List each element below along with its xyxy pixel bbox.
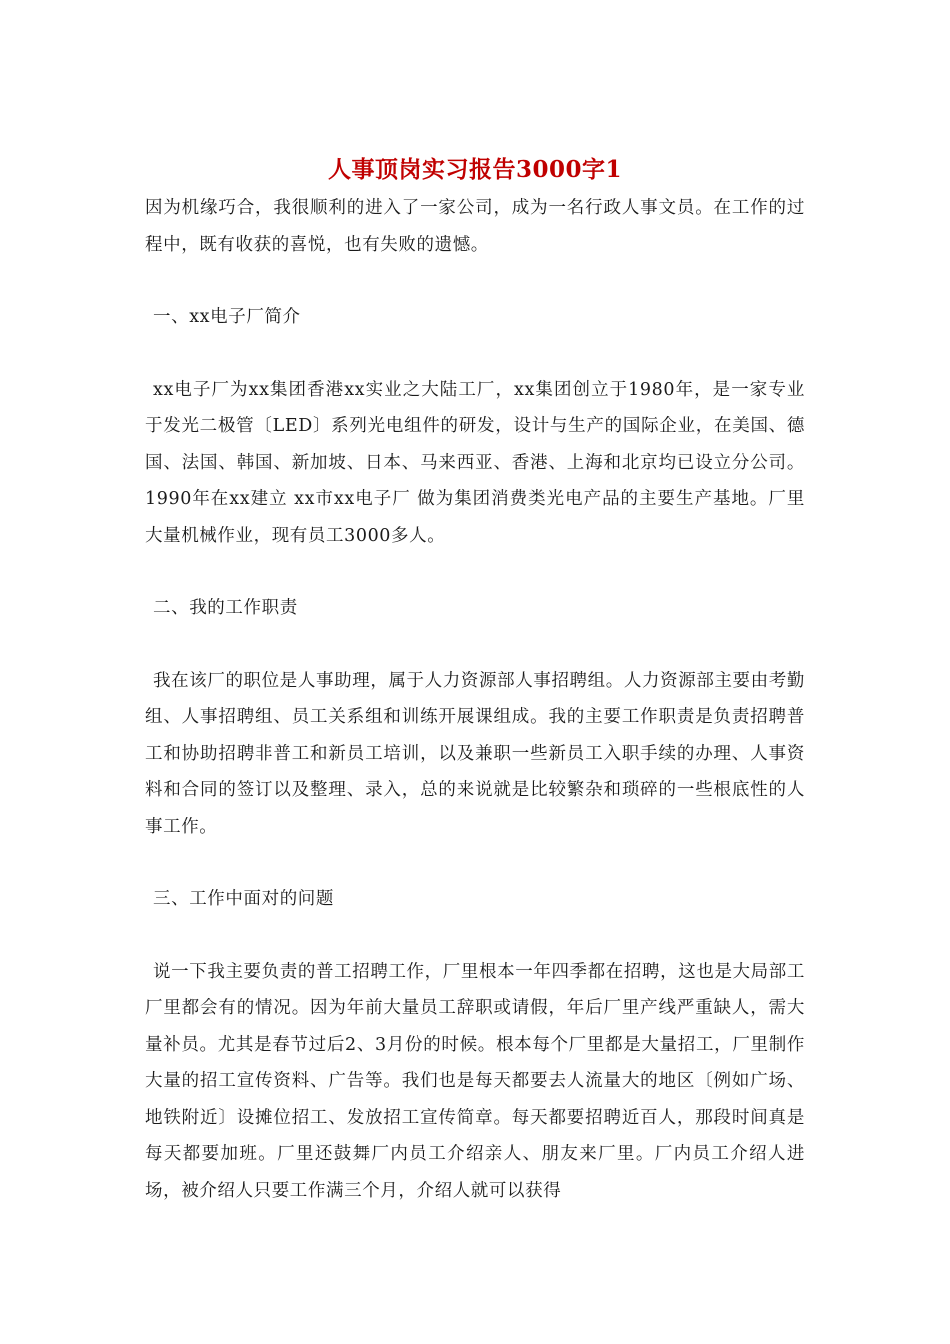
spacer <box>145 627 805 663</box>
section-body-1: xx电子厂为xx集团香港xx实业之大陆工厂，xx集团创立于1980年，是一家专业于发光二极管〔LED〕系列光电组件的研发，设计与生产的国际企业，在美国、德国、法国、韩国、新加坡、日本、马来西亚、香港、上海和北京均已设立分公司。1990年在xx建立 xx市xx电子厂 做为集团消费类光电产品的主要生产基地。厂里大量机械作业，现有员工3000多人。 <box>145 379 805 546</box>
document-title: 人事顶岗实习报告3000字1 <box>327 156 623 183</box>
section-heading-1: 一、xx电子厂简介 <box>153 307 301 327</box>
document-page <box>145 150 805 1209</box>
section-heading-3: 三、工作中面对的问题 <box>153 889 334 909</box>
spacer <box>145 845 805 881</box>
section-body-2: 我在该厂的职位是人事助理，属于人力资源部人事招聘组。人力资源部主要由考勤组、人事招聘组、员工关系组和训练开展课组成。我的主要工作职责是负责招聘普工和协助招聘非普工和新员工培训，以及兼职一些新员工入职手续的办理、人事资料和合同的签订以及整理、录入，总的来说就是比较繁杂和琐碎的一些根底性的人事工作。 <box>145 670 805 837</box>
spacer <box>145 263 805 299</box>
spacer <box>145 336 805 372</box>
spacer <box>145 554 805 590</box>
intro-paragraph: 因为机缘巧合，我很顺利的进入了一家公司，成为一名行政人事文员。在工作的过程中，既有收获的喜悦，也有失败的遗憾。 <box>145 198 805 255</box>
section-body-3: 说一下我主要负责的普工招聘工作，厂里根本一年四季都在招聘，这也是大局部工厂里都会有的情况。因为年前大量员工辞职或请假，年后厂里产线严重缺人，需大量补员。尤其是春节过后2、3月份的时候。根本每个厂里都是大量招工，厂里制作大量的招工宣传资料、广告等。我们也是每天都要去人流量大的地区〔例如广场、地铁附近〕设摊位招工、发放招工宣传简章。每天都要招聘近百人，那段时间真是每天都要加班。厂里还鼓舞厂内员工介绍亲人、朋友来厂里。厂内员工介绍人进场，被介绍人只要工作满三个月，介绍人就可以获得 <box>145 961 805 1201</box>
section-heading-2: 二、我的工作职责 <box>153 598 298 618</box>
spacer <box>145 918 805 954</box>
